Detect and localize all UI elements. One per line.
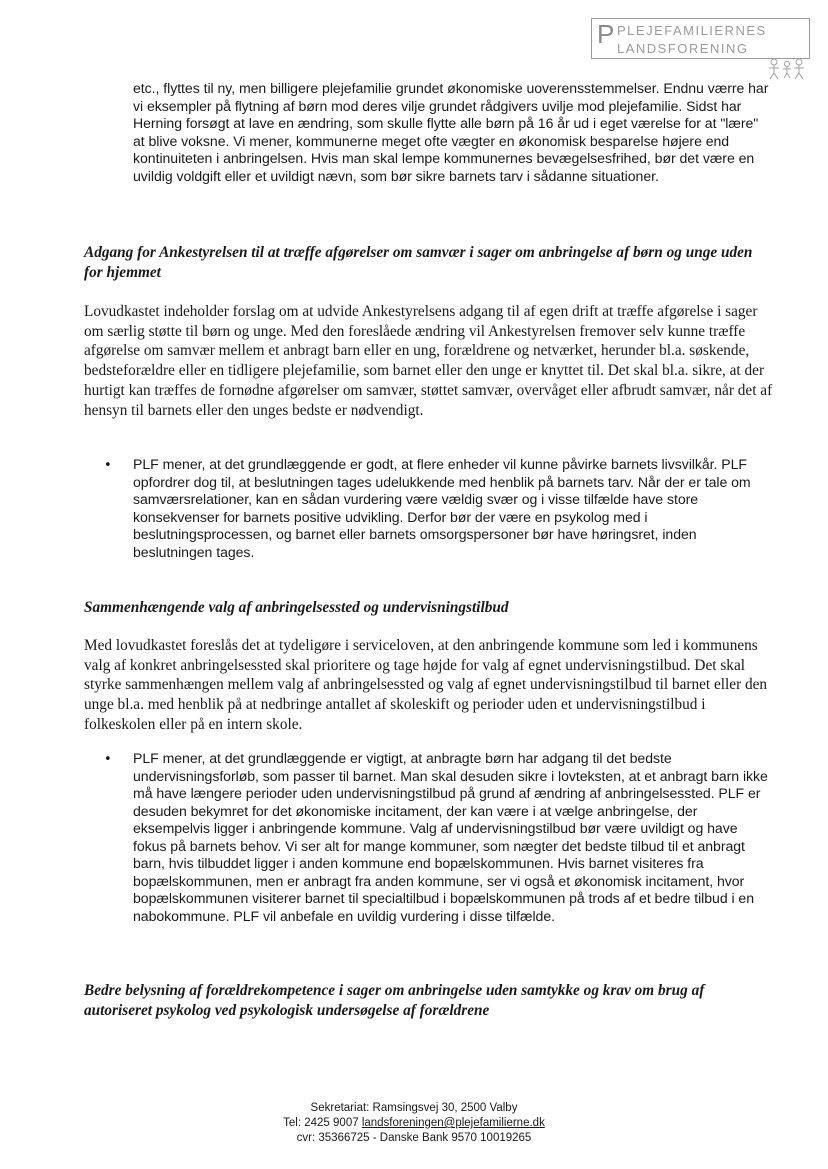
footer-email-link[interactable]: landsforeningen@plejefamilierne.dk bbox=[361, 1117, 545, 1129]
bullet-marker: • bbox=[104, 458, 112, 473]
section-paragraph-undervisningstilbud: Med lovudkastet foreslås det at tydeligøre i serviceloven, at den anbringende kommune som led i kommunens valg af konkret anbringelsessted skal prioritere og tage højde for valg af egnet undervisningstilbud. Det skal styrke sammenhængen mellem valg af anbringelsessted og valg af egnet undervisningstilbud til barnet eller den unge bl.a. med henblik på at nedbringe antallet af skoleskift og perioder uden et undervisningstilbud i folkeskolen eller på en intern skole. bbox=[84, 637, 768, 733]
footer-address: Sekretariat: Ramsingsvej 30, 2500 Valby bbox=[310, 1102, 518, 1114]
logo-line-2: LANDSFORENING bbox=[617, 41, 749, 56]
bullet-text-undervisningstilbud: PLF mener, at det grundlæggende er vigtigt, at anbragte børn har adgang til det bedste undervisningsforløb, som passer til barnet. Man skal desuden sikre i lovteksten, at et anbragt barn ikke må have længere perioder uden undervisningstilbud på grund af ændring af anbringelsessted. PLF er desuden bekymret for det økonomiske incitament, der kan være i at vælge anbringelse, der eksempelvis ligger i anbringende kommune. Valg af undervisningstilbud bør være uvildigt og have fokus på barnets behov. Vi ser alt for mange kommuner, som nægter det bedste tilbud til et anbragt barn, hvis tilbuddet ligger i anden kommune end bopælskommunen. Hvis barnet visiteres fra bopælskommunen, men er anbragt fra anden kommune, ser vi også et økonomisk incitament, hvor bopælskommunen visiterer barnet til specialtilbud i bopælskommunen på trods af et bedre tilbud i en nabokommune. PLF vil anbefale en uvildig vurdering i disse tilfælde. bbox=[133, 750, 768, 924]
page-footer bbox=[0, 1101, 828, 1146]
section-heading-undervisningstilbud: Sammenhængende valg af anbringelsessted og undervisningstilbud bbox=[84, 599, 509, 616]
organization-logo bbox=[591, 18, 813, 82]
continuation-paragraph: etc., flyttes til ny, men billigere plejefamilie grundet økonomiske uoverensstemmelser. Endnu værre har vi eksempler på flytning af børn mod deres vilje grundet rådgivers uvilje mod plejefamilie. Sidst har Herning forsøgt at lave en ændring, som skulle flytte alle børn på 16 år ud i eget værelse for at "lære" at blive voksne. Vi mener, kommunerne meget ofte vægter en økonomisk besparelse højere end kontinuiteten i anbringelsen. Hvis man skal lempe kommunernes bevægelsesfrihed, bør det være en uvildig voldgift eller et uvildigt nævn, som bør sikre barnets tarv i sådanne situationer. bbox=[133, 80, 769, 184]
logo-line-1: PLEJEFAMILIERNES bbox=[617, 23, 767, 38]
footer-registration: cvr: 35366725 - Danske Bank 9570 10019265 bbox=[296, 1132, 532, 1144]
section-paragraph-ankestyrelsen: Lovudkastet indeholder forslag om at udvide Ankestyrelsens adgang til af egen drift at træffe afgørelse i sager om særlig støtte til børn og unge. Med den foreslåede ændring vil Ankestyrelsen fremover selv kunne træffe afgørelse om samvær mellem et anbragt barn eller en ung, forældrene og netværket, herunder bl.a. søskende, bedsteforældre eller en tidligere plejefamilie, som barnet eller den unge er knyttet til. Det skal bl.a. sikre, at der hurtigt kan træffes de fornødne afgørelser om samvær, støttet samvær, overvåget eller afbrudt samvær, når det af hensyn til barnets eller den unges bedste er nødvendigt. bbox=[84, 303, 773, 419]
section-heading-foraeldrekompetence: Bedre belysning af forældrekompetence i sager om anbringelse uden samtykke og krav om brug af autoriseret psykolog ved psykologisk undersøgelse af forældrene bbox=[84, 982, 705, 1019]
bullet-marker: • bbox=[104, 752, 112, 767]
family-figures-icon bbox=[769, 59, 804, 79]
footer-contact-line bbox=[0, 1116, 828, 1131]
footer-phone: Tel: 2425 9007 bbox=[283, 1117, 359, 1129]
logo-p-letter: P bbox=[597, 19, 615, 49]
section-heading-ankestyrelsen: Adgang for Ankestyrelsen til at træffe afgørelser om samvær i sager om anbringelse af børn og unge uden for hjemmet bbox=[84, 244, 753, 281]
logo-graphic bbox=[591, 18, 813, 82]
bullet-text-ankestyrelsen: PLF mener, at det grundlæggende er godt, at flere enheder vil kunne påvirke barnets livsvilkår. PLF opfordrer dog til, at beslutningen tages udelukkende med henblik på barnets tarv. Når der er tale om samværsrelationer, kan en sådan vurdering være vældig svær og i visse tilfælde have store konsekvenser for barnets positive udvikling. Derfor bør der være en psykolog med i beslutningsprocessen, og barnet eller barnets omsorgspersoner bør have høringsret, inden beslutningen tages. bbox=[133, 456, 751, 560]
